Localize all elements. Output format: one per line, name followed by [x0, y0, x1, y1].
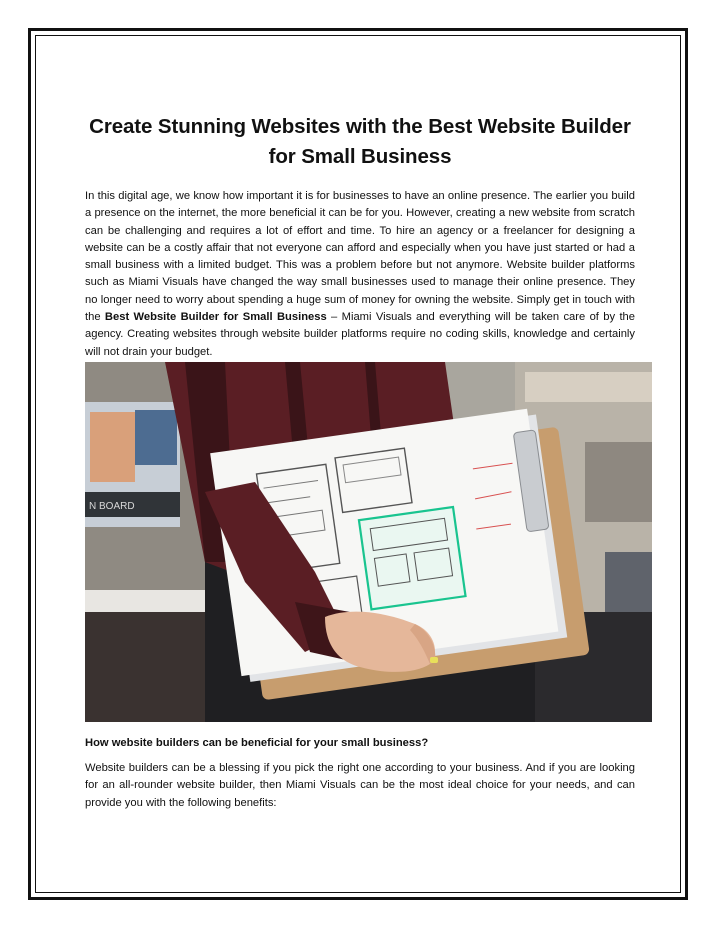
intro-text-start: In this digital age, we know how important it is for businesses to have an online presence. The earlier you build a presence on the internet, the more beneficial it can be for you. However, creating a new website from scratch can be challenging and requires a lot of effort and time. To hire an agency or a freelancer for designing a website can be a costly affair that not everyone can afford and especially when you have just started or had a small business with a limited budget. This was a problem before but not anymore. Website builder platforms such as Miami Visuals have changed the way small businesses used to manage their online presence. They no longer need to worry about spending a huge sum of money for owning the website. Simply get in touch with the: [85, 190, 635, 324]
intro-paragraph: [85, 188, 635, 361]
article-photo: [85, 362, 652, 722]
intro-bold-link-text: Best Website Builder for Small Business: [104, 311, 327, 324]
article-title: Create Stunning Websites with the Best Website Builder for Small Business: [89, 115, 631, 168]
intro-text-end: – Miami Visuals and everything will be taken care of by the agency. Creating websites through website builder platforms require no coding skills, knowledge and certainly will not drain your budget.: [85, 311, 635, 358]
section-subheading: How website builders can be beneficial for your small business?: [85, 737, 429, 749]
board-sign-text: N BOARD: [89, 501, 135, 512]
article-body: [85, 112, 635, 361]
benefits-intro-paragraph: Website builders can be a blessing if you pick the right one according to your business. And if you are looking for an all-rounder website builder, then Miami Visuals can be the most ideal choice for your needs, and can provide you with the following benefits:: [85, 762, 635, 809]
